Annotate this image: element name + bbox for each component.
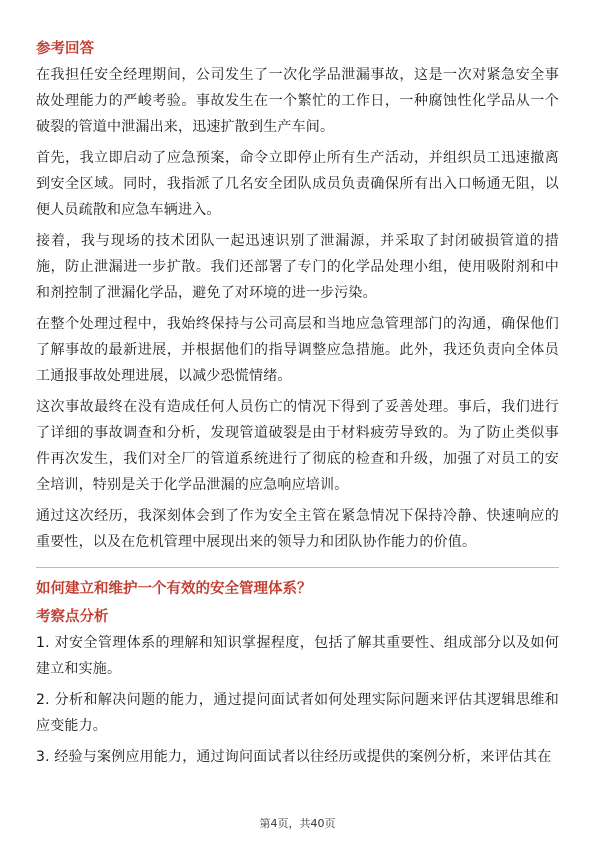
- page-number-footer: 第4页，共40页: [259, 817, 336, 830]
- question-heading: 如何建立和维护一个有效的安全管理体系？: [36, 581, 312, 597]
- answer-paragraph-2: 首先，我立即启动了应急预案，命令立即停止所有生产活动，并组织员工迅速撤离到安全区域。同时，我指派了几名安全团队成员负责确保所有出入口畅通无阻，以便人员疏散和应急车辆进入。: [36, 150, 559, 218]
- answer-paragraph-5: 这次事故最终在没有造成任何人员伤亡的情况下得到了妥善处理。事后，我们进行了详细的事故调查和分析，发现管道破裂是由于材料疲劳导致的。为了防止类似事件再次发生，我们对全厂的管道系统进行了彻底的检查和升级，加强了对员工的安全培训，特别是关于化学品泄漏的应急响应培训。: [36, 399, 559, 493]
- analysis-item-2: 2. 分析和解决问题的能力，通过提问面试者如何处理实际问题来评估其逻辑思维和应变能力。: [36, 692, 559, 734]
- analysis-item-1: 1. 对安全管理体系的理解和知识掌握程度，包括了解其重要性、组成部分以及如何建立和实施。: [36, 635, 559, 677]
- document-page: [36, 36, 559, 775]
- section-divider: [36, 567, 559, 568]
- analysis-section-title: 考察点分析: [36, 609, 109, 625]
- answer-paragraph-4: 在整个处理过程中，我始终保持与公司高层和当地应急管理部门的沟通，确保他们了解事故的最新进展，并根据他们的指导调整应急措施。此外，我还负责向全体员工通报事故处理进展，以减少恐慌情绪。: [36, 316, 559, 384]
- answer-section-title: 参考回答: [36, 41, 94, 57]
- analysis-item-3: 3. 经验与案例应用能力，通过询问面试者以往经历或提供的案例分析，来评估其在: [36, 749, 552, 765]
- answer-paragraph-3: 接着，我与现场的技术团队一起迅速识别了泄漏源，并采取了封闭破损管道的措施，防止泄漏进一步扩散。我们还部署了专门的化学品处理小组，使用吸附剂和中和剂控制了泄漏化学品，避免了对环境的进一步污染。: [36, 233, 559, 301]
- answer-paragraph-6: 通过这次经历，我深刻体会到了作为安全主管在紧急情况下保持冷静、快速响应的重要性，以及在危机管理中展现出来的领导力和团队协作能力的价值。: [36, 508, 559, 550]
- answer-paragraph-1: 在我担任安全经理期间，公司发生了一次化学品泄漏事故，这是一次对紧急安全事故处理能力的严峻考验。事故发生在一个繁忙的工作日，一种腐蚀性化学品从一个破裂的管道中泄漏出来，迅速扩散到生产车间。: [36, 67, 559, 135]
